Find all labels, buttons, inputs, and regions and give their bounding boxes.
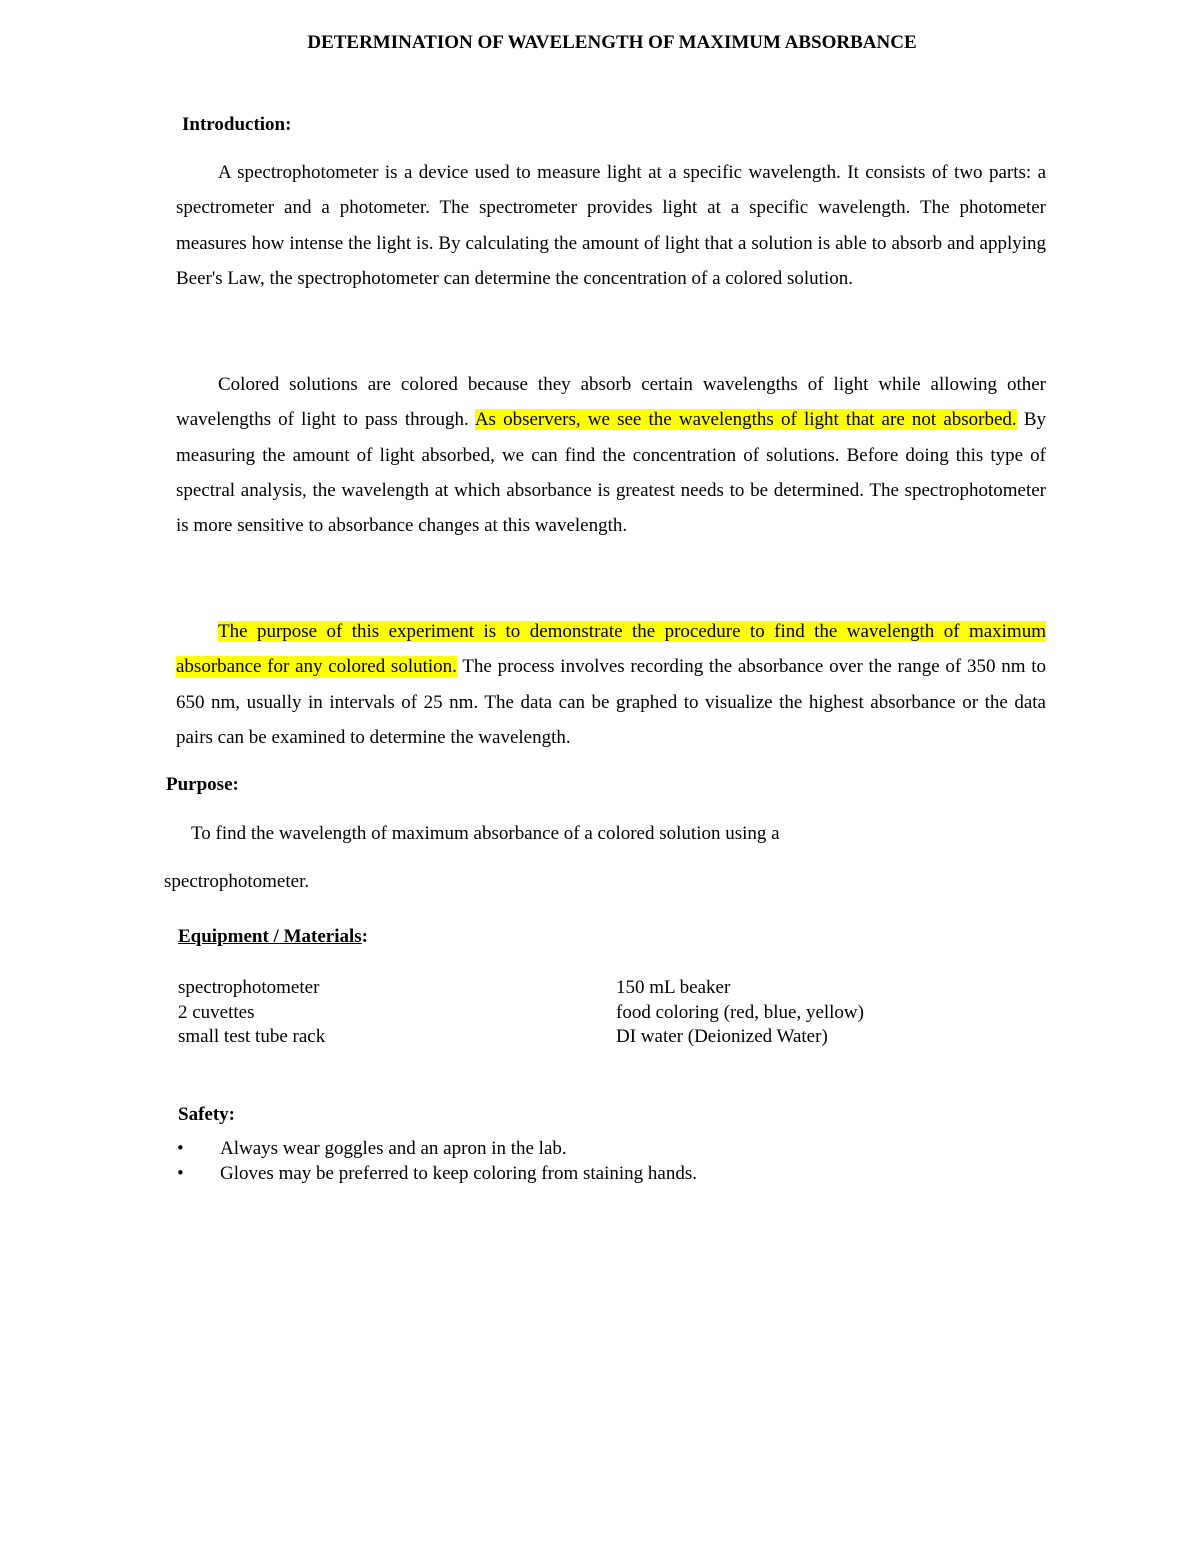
- introduction-heading: Introduction:: [182, 114, 292, 135]
- introduction-paragraph-1: [176, 155, 1046, 296]
- introduction-paragraph-2: [176, 367, 1046, 543]
- page-title: DETERMINATION OF WAVELENGTH OF MAXIMUM ABSORBANCE: [307, 32, 917, 53]
- material-item: 150 mL beaker: [616, 977, 731, 998]
- introduction-paragraph-1-text: A spectrophotometer is a device used to measure light at a specific wavelength. It consists of two parts: a spectrometer and a photometer. The spectrometer provides light at a specific wavelength. The photometer measures how intense the light is. By calculating the amount of light that a solution is able to absorb and applying Beer's Law, the spectrophotometer can determine the concentration of a colored solution.: [176, 162, 1046, 289]
- equipment-heading: [178, 925, 368, 949]
- safety-heading: Safety:: [178, 1104, 235, 1125]
- safety-item-text: Gloves may be preferred to keep coloring from staining hands.: [220, 1163, 697, 1184]
- purpose-text-line-1: To find the wavelength of maximum absorbance of a colored solution using a: [191, 823, 780, 844]
- paragraph-2-text-after: By measuring the amount of light absorbed, we can find the concentration of solutions. Before doing this type of spectral analysis, the wavelength at which absorbance is greatest needs to be determined. The spectrophotometer is more sensitive to absorbance changes at this wavelength.: [176, 409, 1046, 537]
- material-item: small test tube rack: [178, 1026, 326, 1047]
- paragraph-2-highlighted-text: As observers, we see the wavelengths of light that are not absorbed.: [474, 409, 1017, 431]
- paragraph-2-text-before: Colored solutions are colored because they absorb certain wavelengths of light while allowing other wavelengths of light to pass through.: [176, 374, 1046, 431]
- material-item: food coloring (red, blue, yellow): [616, 1001, 864, 1023]
- introduction-paragraph-3: [176, 614, 1046, 755]
- equipment-heading-label: Equipment / Materials: [178, 926, 362, 947]
- purpose-heading: Purpose:: [166, 774, 239, 795]
- materials-left-column: [178, 976, 325, 1050]
- paragraph-3-text-after: The process involves recording the absorbance over the range of 350 nm to 650 nm, usually in intervals of 25 nm. The data can be graphed to visualize the highest absorbance or the data pairs can be examined to determine the wavelength.: [176, 656, 1046, 748]
- material-item: DI water (Deionized Water): [616, 1026, 828, 1047]
- safety-list-item: [176, 1161, 697, 1186]
- material-item: 2 cuvettes: [178, 1001, 255, 1023]
- safety-list-item: [176, 1136, 697, 1161]
- safety-item-text: Always wear goggles and an apron in the lab.: [220, 1138, 567, 1159]
- bullet-icon: •: [176, 1139, 185, 1157]
- purpose-text-line-2: spectrophotometer.: [164, 871, 310, 892]
- safety-list: [176, 1136, 697, 1186]
- material-item: spectrophotometer: [178, 977, 320, 998]
- equipment-heading-colon: :: [361, 926, 368, 947]
- bullet-icon: •: [176, 1164, 185, 1182]
- paragraph-3-highlighted-text: The purpose of this experiment is to demonstrate the procedure to find the wavelength of maximum absorbance for any colored solution.: [176, 621, 1046, 678]
- materials-right-column: [616, 976, 864, 1050]
